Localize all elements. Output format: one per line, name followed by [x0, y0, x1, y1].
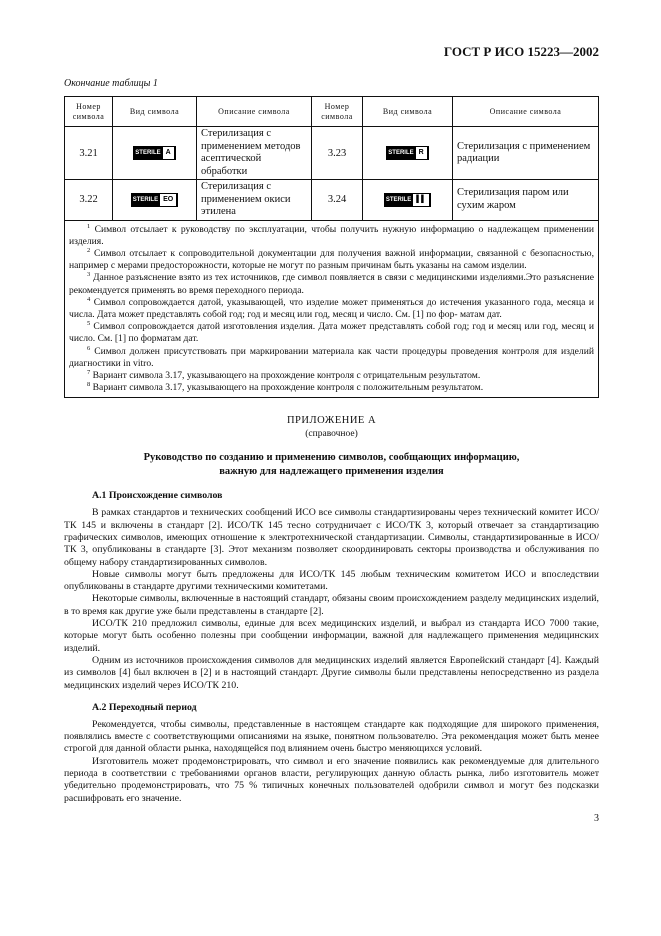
symbol-number: 3.22: [65, 180, 113, 221]
footnote: $^4$ Символ сопровождается датой, указывающей, что изделие может применяться до истечения указанного года, месяца и числа. Дата может представлять собой год; год и месяц или год, месяц и число. См. [1] по фор- матам дат.: [69, 295, 594, 320]
footnote: $^5$ Символ сопровождается датой изготовления изделия. Дата может представлять собой год; год и месяц или год, месяц и число. См. [1] по форматам дат.: [69, 319, 594, 345]
paragraph: ИСО/ТК 210 предложил символы, единые для всех медицинских изделий, и выбрал из стандарта ИСО 7000 такие, которые могут быть особенно полезны при сообщении информации, важной для надлежащего применения медицинских изделий.: [64, 618, 599, 654]
col-header: Вид символа: [363, 97, 453, 127]
symbol-description: Стерилизация с применением методов асептической обработки: [197, 127, 312, 180]
symbol-number: 3.21: [65, 127, 113, 180]
page-number: 3: [594, 812, 599, 824]
table-caption: Окончание таблицы 1: [64, 78, 158, 89]
symbols-table: [64, 96, 599, 221]
appendix-subtitle: (справочное): [305, 429, 358, 440]
symbol-number: 3.24: [312, 180, 363, 221]
paragraph: Изготовитель может продемонстрировать, что символ и его значение появились как рекомендуемые для длительного периода в соответствии с требованиями органов власти, регулирующих данную область рынка, либо изготовитель может убедительно продемонстрировать, что 75 % типичных конечных пользователей одобрили символ и могут без подсказки расшифровать его значение.: [64, 755, 599, 804]
footnote: $^3$ Данное разъяснение взято из тех источников, где символ появляется в связи с медицинскими изделиями.Это разъяснение рекомендуется применять во время переходного периода.: [69, 271, 594, 296]
sterile-steam-symbol: STERILE ▌▌: [363, 180, 453, 221]
col-header: Номер символа: [65, 97, 113, 127]
paragraph: В рамках стандартов и технических сообщений ИСО все символы стандартизированы через технический комитет ИСО/ТК 145 и включены в стандарт [2]. ИСО/ТК 145 тесно сотрудничает с ИСО/ТК 3, который отвечает за стандартизацию графических символов, имеющих отношение к электротехнической стандартизации. Символы, стандартизированные в ИСО/ТК 3, опубликованы в стандарте [3]. Этот механизм позволяет скоординировать секторы производства и обслуживания по общему набору стандартизированных символов.: [64, 507, 599, 568]
section-a1-body: [64, 507, 599, 691]
appendix-heading-line2: важную для надлежащего применения изделия: [219, 466, 444, 478]
sterile-a-symbol: STERILE A: [113, 127, 197, 180]
symbol-description: Стерилизация паром или сухим жаром: [453, 180, 599, 221]
table-header-row: [65, 97, 599, 127]
paragraph: Новые символы могут быть предложены для ИСО/ТК 145 любым техническим комитетом ИСО и впоследствии опубликованы в стандарте другими техническими комитетами.: [64, 568, 599, 593]
symbol-description: Стерилизация с применением окиси этилена: [197, 180, 312, 221]
footnote: $^1$ Символ отсылает к руководству по эксплуатации, чтобы получить нужную информацию о надлежащем применении изделия.: [69, 222, 594, 247]
col-header: Описание символа: [453, 97, 599, 127]
document-header: ГОСТ Р ИСО 15223—2002: [443, 44, 599, 59]
footnote: $^8$ Вариант символа 3.17, указывающего на прохождение контроля с положительным результатом.: [87, 380, 484, 394]
paragraph: Некоторые символы, включенные в настоящий стандарт, обязаны своим происхождением разделу медицинских изделий, в то время как другие уже были представлены в стандарте [2].: [64, 593, 599, 617]
paragraph: Одним из источников происхождения символов для медицинских изделий является Европейский стандарт [4]. Каждый из символов [4] был включен в [2] и в настоящий стандарт. Другие символы были представлены непосредственно из раздела медицинских изделий через ИСО/ТК 210.: [64, 654, 599, 691]
symbol-number: 3.23: [312, 127, 363, 180]
col-header: Вид символа: [113, 97, 197, 127]
appendix-title: ПРИЛОЖЕНИЕ А: [286, 415, 377, 427]
table-row: [65, 127, 599, 180]
col-header: Описание символа: [197, 97, 312, 127]
paragraph: Рекомендуется, чтобы символы, представленные в настоящем стандарте как подходящие для широкого применения, появлялись вместе с соответствующими описаниями на языке, понятном пользователю. Эта рекомендация может быть менее строгой для данной области рынка, находящейся под влиянием очень быстро меняющихся условий.: [64, 718, 599, 755]
col-header: Номер символа: [312, 97, 363, 127]
table-footnotes: [64, 221, 599, 399]
section-a2-title: А.2 Переходный период: [92, 701, 197, 713]
section-a2-body: [64, 719, 599, 805]
page-column: [64, 0, 599, 854]
appendix-heading-line1: Руководство по созданию и применению символов, сообщающих информацию,: [143, 452, 520, 464]
footnote: $^2$ Символ отсылает к сопроводительной документации для получения важной информации, связанной с безопасностью, например с мерами предосторожности, которые не могут по разным причинам быть указаны на самом изделии.: [69, 246, 594, 272]
footnote: $^6$ Символ должен присутствовать при маркировании материала как части процедуры проведения контроля для изделий диагностики in vitro.: [69, 344, 594, 369]
section-a1-title: А.1 Происхождение символов: [92, 490, 223, 502]
footnote: $^7$ Вариант символа 3.17, указывающего на прохождение контроля с отрицательным результатом.: [87, 368, 481, 381]
sterile-eo-symbol: STERILE EO: [113, 180, 197, 221]
symbol-description: Стерилизация с применением радиации: [453, 127, 599, 180]
sterile-r-symbol: STERILE R: [363, 127, 453, 180]
table-row: [65, 180, 599, 221]
